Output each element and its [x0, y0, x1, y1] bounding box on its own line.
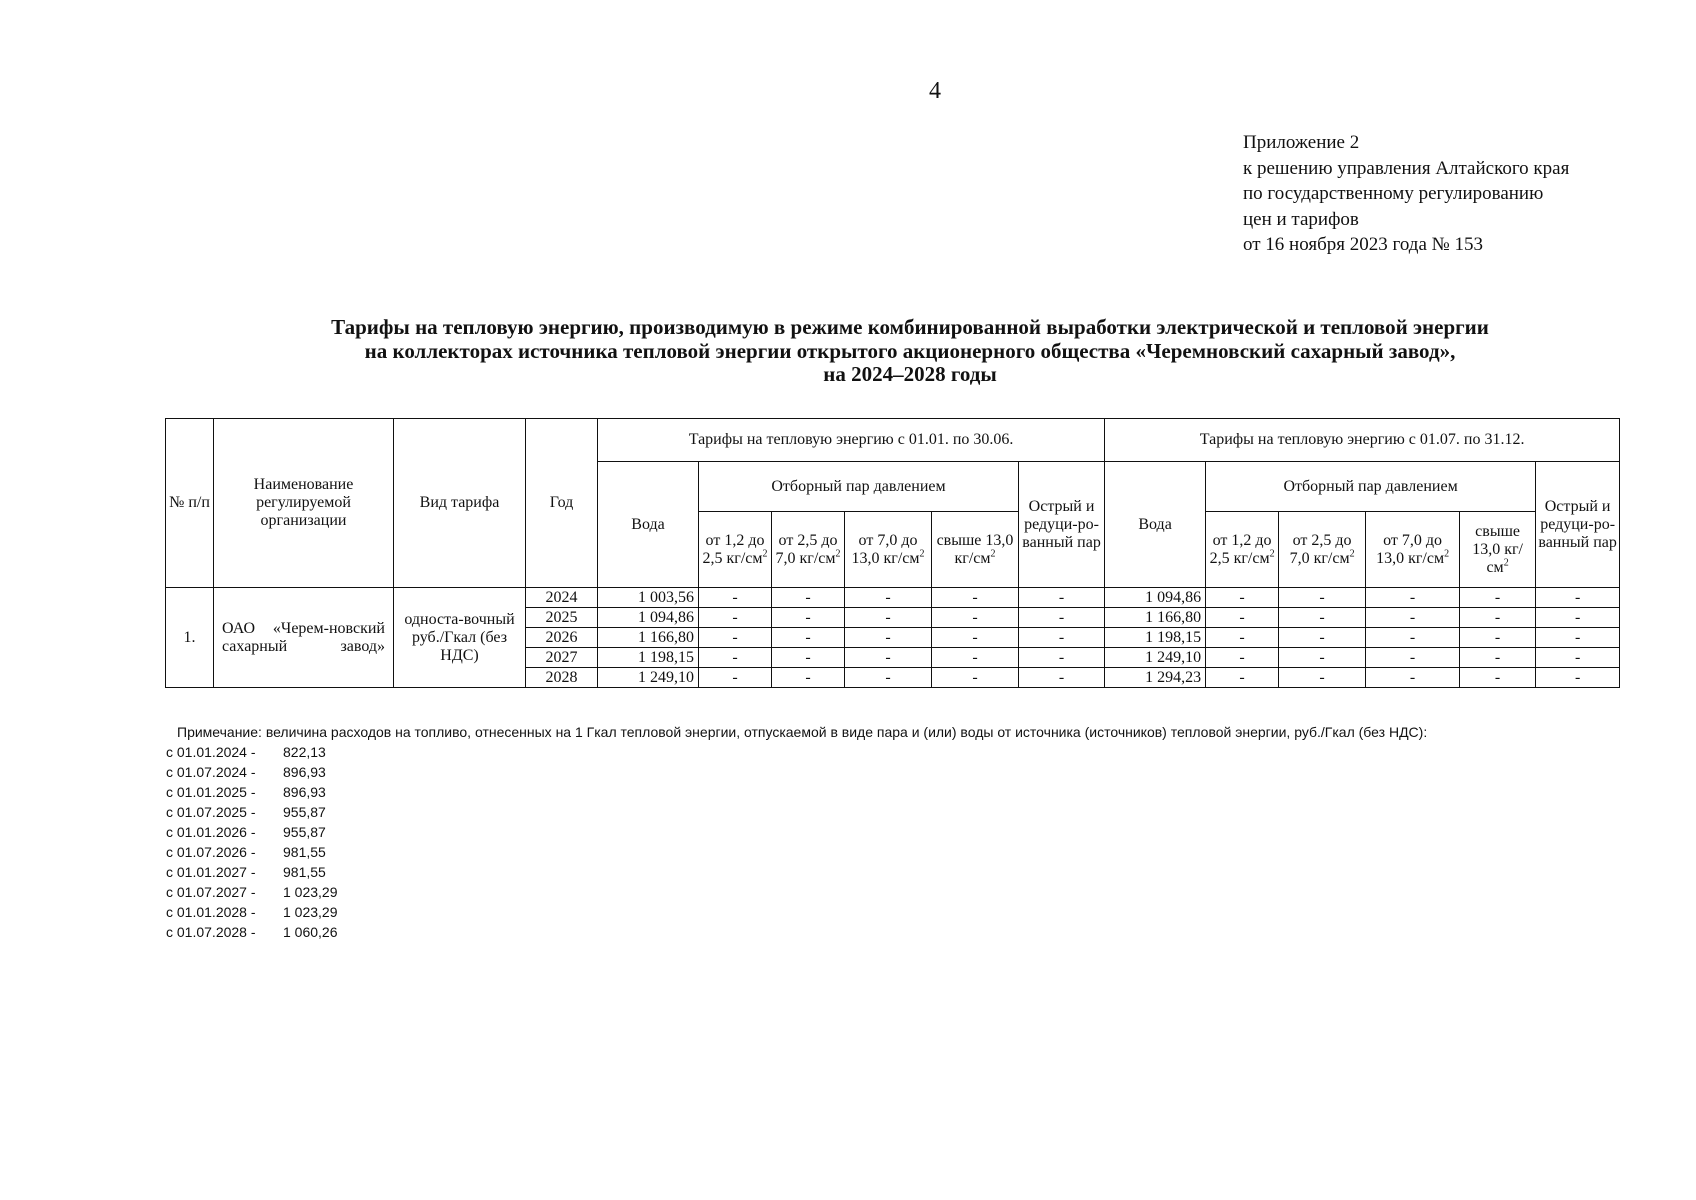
note-item: [166, 842, 1427, 862]
table-row: [166, 588, 1620, 608]
note-value: 1 023,29: [283, 884, 338, 900]
water-tariff-h1: 1 198,15: [598, 648, 699, 668]
dash-cell: -: [1536, 668, 1620, 688]
appendix-line: к решению управления Алтайского края: [1243, 157, 1570, 179]
title-line: Тарифы на тепловую энергию, производимую в режиме комбинированной выработки электрической и тепловой энергии: [331, 315, 1489, 339]
appendix-line: от 16 ноября 2023 года № 153: [1243, 234, 1484, 255]
dash-cell: -: [1019, 588, 1105, 608]
note-value: 981,55: [283, 844, 326, 860]
header-pressure-1-2.5: от 1,2 до 2,5 $кг/см^2$: [1206, 512, 1279, 588]
water-tariff-h2: 1 166,80: [1105, 608, 1206, 628]
note-date: с 01.07.2028 -: [166, 924, 256, 940]
note-value: 822,13: [283, 744, 326, 760]
note-date: с 01.01.2026 -: [166, 824, 256, 840]
dash-cell: -: [1279, 668, 1366, 688]
dash-cell: -: [932, 648, 1019, 668]
note-item: [166, 802, 1427, 822]
note-item: [166, 742, 1427, 762]
note-date: с 01.07.2024 -: [166, 764, 256, 780]
dash-cell: -: [1460, 608, 1536, 628]
water-tariff-h1: 1 249,10: [598, 668, 699, 688]
header-pressure-over-13: свыше 13,0 $кг/см^2$: [1460, 512, 1536, 588]
water-tariff-h1: 1 166,80: [598, 628, 699, 648]
dash-cell: -: [845, 628, 932, 648]
dash-cell: -: [845, 648, 932, 668]
header-period-2: Тарифы на тепловую энергию с 01.07. по 31.12.: [1105, 419, 1620, 462]
dash-cell: -: [772, 668, 845, 688]
dash-cell: -: [1019, 648, 1105, 668]
dash-cell: -: [772, 588, 845, 608]
water-tariff-h2: 1 094,86: [1105, 588, 1206, 608]
header-pressure-over-13: свыше 13,0 $кг/см^2$: [932, 512, 1019, 588]
dash-cell: -: [1460, 648, 1536, 668]
note-item: [166, 902, 1427, 922]
note-item: [166, 882, 1427, 902]
note-item: [166, 862, 1427, 882]
header-pressure-7-13: от 7,0 до 13,0 $кг/см^2$: [845, 512, 932, 588]
note-heading: Примечание: величина расходов на топливо, отнесенных на 1 Гкал тепловой энергии, отпускаемой в виде пара и (или) воды от источника (источников) тепловой энергии, руб./Гкал (без НДС):: [177, 724, 1428, 740]
header-steam-pressure-2: Отборный пар давлением: [1206, 462, 1536, 512]
note-value: 896,93: [283, 764, 326, 780]
year-cell: 2024: [526, 588, 598, 608]
note-block: [166, 722, 1427, 942]
water-tariff-h1: 1 094,86: [598, 608, 699, 628]
appendix-line: по государственному регулированию: [1243, 183, 1544, 204]
dash-cell: -: [772, 648, 845, 668]
dash-cell: -: [1460, 628, 1536, 648]
year-cell: 2026: [526, 628, 598, 648]
header-year: Год: [526, 419, 598, 588]
note-date: с 01.07.2025 -: [166, 804, 256, 820]
note-value: 955,87: [283, 824, 326, 840]
dash-cell: -: [1206, 608, 1279, 628]
dash-cell: -: [932, 608, 1019, 628]
dash-cell: -: [1460, 668, 1536, 688]
dash-cell: -: [1279, 588, 1366, 608]
water-tariff-h2: 1 294,23: [1105, 668, 1206, 688]
note-value: 1 023,29: [283, 904, 338, 920]
dash-cell: -: [932, 588, 1019, 608]
header-steam-pressure-1: Отборный пар давлением: [699, 462, 1019, 512]
note-date: с 01.01.2024 -: [166, 744, 256, 760]
dash-cell: -: [1019, 628, 1105, 648]
dash-cell: -: [1460, 588, 1536, 608]
header-org: Наименование регулируемой организации: [214, 419, 394, 588]
note-value: 1 060,26: [283, 924, 338, 940]
page-number: 4: [929, 78, 941, 104]
header-pressure-7-13: от 7,0 до 13,0 $кг/см^2$: [1366, 512, 1460, 588]
title-line: на 2024–2028 годы: [823, 362, 997, 386]
note-value: 896,93: [283, 784, 326, 800]
note-value: 955,87: [283, 804, 326, 820]
note-date: с 01.01.2025 -: [166, 784, 256, 800]
header-period-1: Тарифы на тепловую энергию с 01.01. по 30.06.: [598, 419, 1105, 462]
dash-cell: -: [772, 608, 845, 628]
header-num: № п/п: [166, 419, 214, 588]
dash-cell: -: [1279, 648, 1366, 668]
org-name: ОАО «Черем-новский сахарный завод»: [214, 588, 394, 688]
header-water-1: Вода: [598, 462, 699, 588]
document-title: [160, 316, 1660, 387]
note-date: с 01.01.2028 -: [166, 904, 256, 920]
dash-cell: -: [1206, 628, 1279, 648]
year-cell: 2025: [526, 608, 598, 628]
tariff-table: [165, 418, 1620, 688]
dash-cell: -: [699, 668, 772, 688]
dash-cell: -: [1536, 608, 1620, 628]
dash-cell: -: [1019, 608, 1105, 628]
note-item: [166, 822, 1427, 842]
dash-cell: -: [1279, 628, 1366, 648]
dash-cell: -: [1366, 608, 1460, 628]
note-item: [166, 782, 1427, 802]
header-water-2: Вода: [1105, 462, 1206, 588]
dash-cell: -: [1366, 628, 1460, 648]
header-pressure-2.5-7: от 2,5 до 7,0 $кг/см^2$: [1279, 512, 1366, 588]
dash-cell: -: [1206, 668, 1279, 688]
water-tariff-h2: 1 198,15: [1105, 628, 1206, 648]
appendix-line: Приложение 2: [1243, 132, 1360, 153]
dash-cell: -: [845, 588, 932, 608]
dash-cell: -: [1536, 648, 1620, 668]
note-date: с 01.01.2027 -: [166, 864, 256, 880]
dash-cell: -: [772, 628, 845, 648]
dash-cell: -: [1366, 668, 1460, 688]
dash-cell: -: [1206, 648, 1279, 668]
dash-cell: -: [1206, 588, 1279, 608]
dash-cell: -: [1279, 608, 1366, 628]
dash-cell: -: [699, 608, 772, 628]
appendix-line: цен и тарифов: [1243, 208, 1359, 230]
dash-cell: -: [1019, 668, 1105, 688]
year-cell: 2028: [526, 668, 598, 688]
dash-cell: -: [845, 668, 932, 688]
dash-cell: -: [932, 668, 1019, 688]
water-tariff-h2: 1 249,10: [1105, 648, 1206, 668]
dash-cell: -: [1366, 588, 1460, 608]
year-cell: 2027: [526, 648, 598, 668]
water-tariff-h1: 1 003,56: [598, 588, 699, 608]
header-sharp-steam-2: Острый и редуци-ро-ванный пар: [1536, 462, 1620, 588]
dash-cell: -: [699, 628, 772, 648]
row-number: 1.: [166, 588, 214, 688]
tariff-type-value: односта-вочный руб./Гкал (без НДС): [394, 588, 526, 688]
appendix-block: [1243, 130, 1569, 258]
note-value: 981,55: [283, 864, 326, 880]
header-pressure-1-2.5: от 1,2 до 2,5 $кг/см^2$: [699, 512, 772, 588]
note-date: с 01.07.2026 -: [166, 844, 256, 860]
note-item: [166, 922, 1427, 942]
dash-cell: -: [845, 608, 932, 628]
header-tariff-type: Вид тарифа: [394, 419, 526, 588]
note-date: с 01.07.2027 -: [166, 884, 256, 900]
dash-cell: -: [1366, 648, 1460, 668]
dash-cell: -: [699, 588, 772, 608]
dash-cell: -: [699, 648, 772, 668]
dash-cell: -: [1536, 628, 1620, 648]
title-line: на коллекторах источника тепловой энергии открытого акционерного общества «Черемновский сахарный завод»,: [364, 338, 1456, 363]
dash-cell: -: [1536, 588, 1620, 608]
note-item: [166, 762, 1427, 782]
dash-cell: -: [932, 628, 1019, 648]
header-sharp-steam-1: Острый и редуци-ро-ванный пар: [1019, 462, 1105, 588]
header-pressure-2.5-7: от 2,5 до 7,0 $кг/см^2$: [772, 512, 845, 588]
